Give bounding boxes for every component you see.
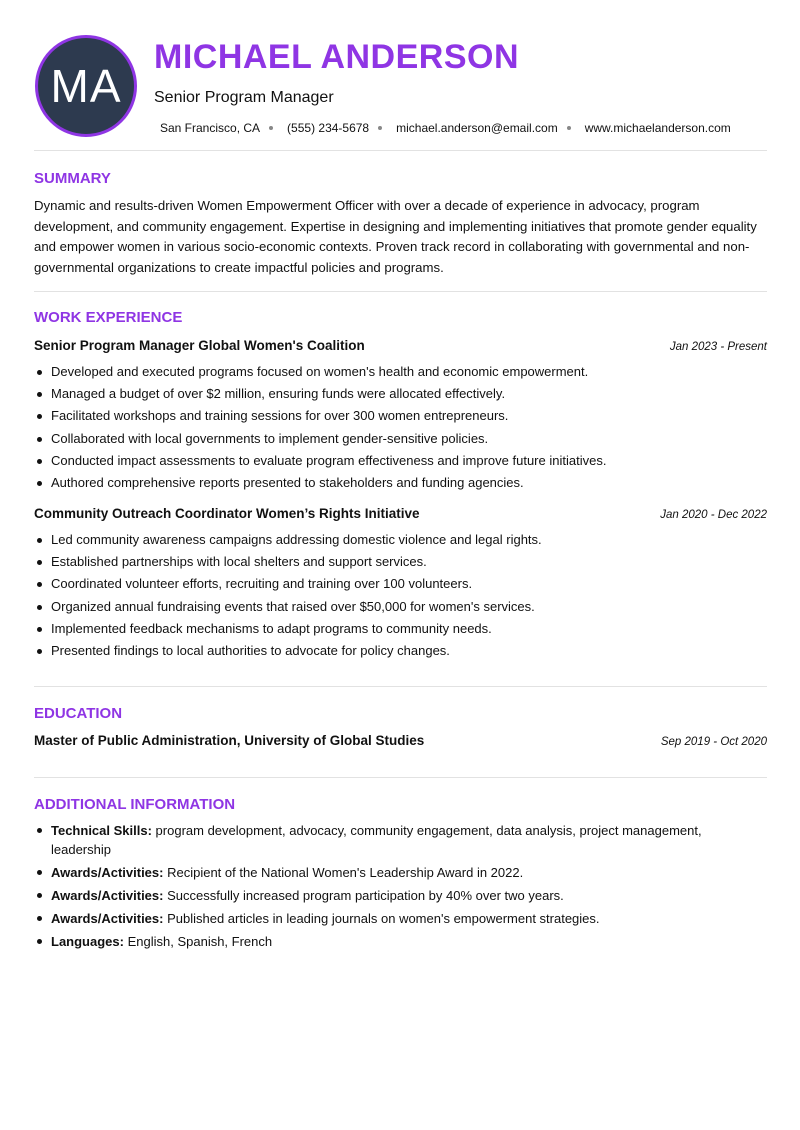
education-heading: EDUCATION — [34, 705, 123, 722]
degree: Master of Public Administration, University of Global Studies — [34, 733, 425, 748]
job-dates: Jan 2023 - Present — [669, 341, 767, 353]
candidate-name: MICHAEL ANDERSON — [154, 38, 520, 76]
list-item: Developed and executed programs focused on women's health and economic empowerment. — [34, 363, 767, 385]
list-item — [34, 821, 754, 859]
contact-location: San Francisco, CA — [160, 121, 261, 135]
job-header — [34, 338, 767, 353]
list-item: Implemented feedback mechanisms to adapt programs to community needs. — [34, 620, 767, 642]
list-item: Managed a budget of over $2 million, ensuring funds were allocated effectively. — [34, 385, 767, 407]
avatar-initials: MA — [50, 60, 122, 112]
summary-heading: SUMMARY — [34, 170, 111, 187]
info-label: Technical Skills: — [51, 823, 152, 838]
separator-dot — [567, 126, 571, 130]
contact-phone: (555) 234-5678 — [287, 121, 370, 135]
divider — [34, 291, 767, 292]
job-role: Community Outreach Coordinator Women’s Rights Initiative — [34, 506, 420, 521]
list-item — [34, 932, 754, 951]
contact-email[interactable]: michael.anderson@email.com — [396, 121, 558, 135]
job-title: Senior Program Manager — [154, 89, 334, 106]
list-item: Organized annual fundraising events that raised over $50,000 for women's services. — [34, 598, 767, 620]
info-text: Successfully increased program participation by 40% over two years. — [167, 888, 564, 903]
info-label: Awards/Activities: — [51, 888, 164, 903]
list-item: Established partnerships with local shelters and support services. — [34, 553, 767, 575]
list-item — [34, 886, 754, 905]
divider — [34, 686, 767, 687]
divider — [34, 150, 767, 151]
separator-dot — [378, 126, 382, 130]
list-item — [34, 909, 754, 928]
job-dates: Jan 2020 - Dec 2022 — [660, 509, 767, 521]
education-dates: Sep 2019 - Oct 2020 — [660, 736, 767, 748]
job-bullets — [34, 363, 767, 496]
education-entry — [34, 733, 767, 748]
additional-info-list — [34, 821, 754, 955]
list-item: Led community awareness campaigns addressing domestic violence and legal rights. — [34, 531, 767, 553]
info-text: English, Spanish, French — [127, 934, 273, 949]
list-item — [34, 863, 754, 882]
list-item: Facilitated workshops and training sessions for over 300 women entrepreneurs. — [34, 407, 767, 429]
info-label: Languages: — [51, 934, 124, 949]
divider — [34, 777, 767, 778]
job-header — [34, 506, 767, 521]
avatar — [35, 35, 137, 137]
job-bullets — [34, 531, 767, 664]
list-item: Authored comprehensive reports presented to stakeholders and funding agencies. — [34, 474, 767, 496]
job-role: Senior Program Manager Global Women's Coalition — [34, 338, 365, 353]
info-label: Awards/Activities: — [51, 865, 164, 880]
list-item: Collaborated with local governments to implement gender-sensitive policies. — [34, 430, 767, 452]
info-text: program development, advocacy, community engagement, data analysis, project management, leadership — [51, 823, 702, 857]
list-item: Coordinated volunteer efforts, recruiting and training over 100 volunteers. — [34, 575, 767, 597]
separator-dot — [269, 126, 273, 130]
contact-bar — [160, 121, 731, 135]
contact-website[interactable]: www.michaelanderson.com — [584, 121, 731, 135]
list-item: Conducted impact assessments to evaluate program effectiveness and improve future initiatives. — [34, 452, 767, 474]
work-experience-heading: WORK EXPERIENCE — [34, 309, 183, 326]
info-text: Published articles in leading journals on women's empowerment strategies. — [167, 911, 600, 926]
list-item: Presented findings to local authorities to advocate for policy changes. — [34, 642, 767, 664]
summary-text: Dynamic and results-driven Women Empowerment Officer with over a decade of experience in advocacy, program development, and community engagement. Expertise in designing and implementing initiatives that promote gender equality and empower women in various socio-economic contexts. Proven track record in collaborating with governmental and non-governmental organizations to create impactful policies and programs. — [34, 198, 757, 275]
additional-info-heading: ADDITIONAL INFORMATION — [34, 796, 236, 813]
info-text: Recipient of the National Women's Leadership Award in 2022. — [167, 865, 524, 880]
info-label: Awards/Activities: — [51, 911, 164, 926]
